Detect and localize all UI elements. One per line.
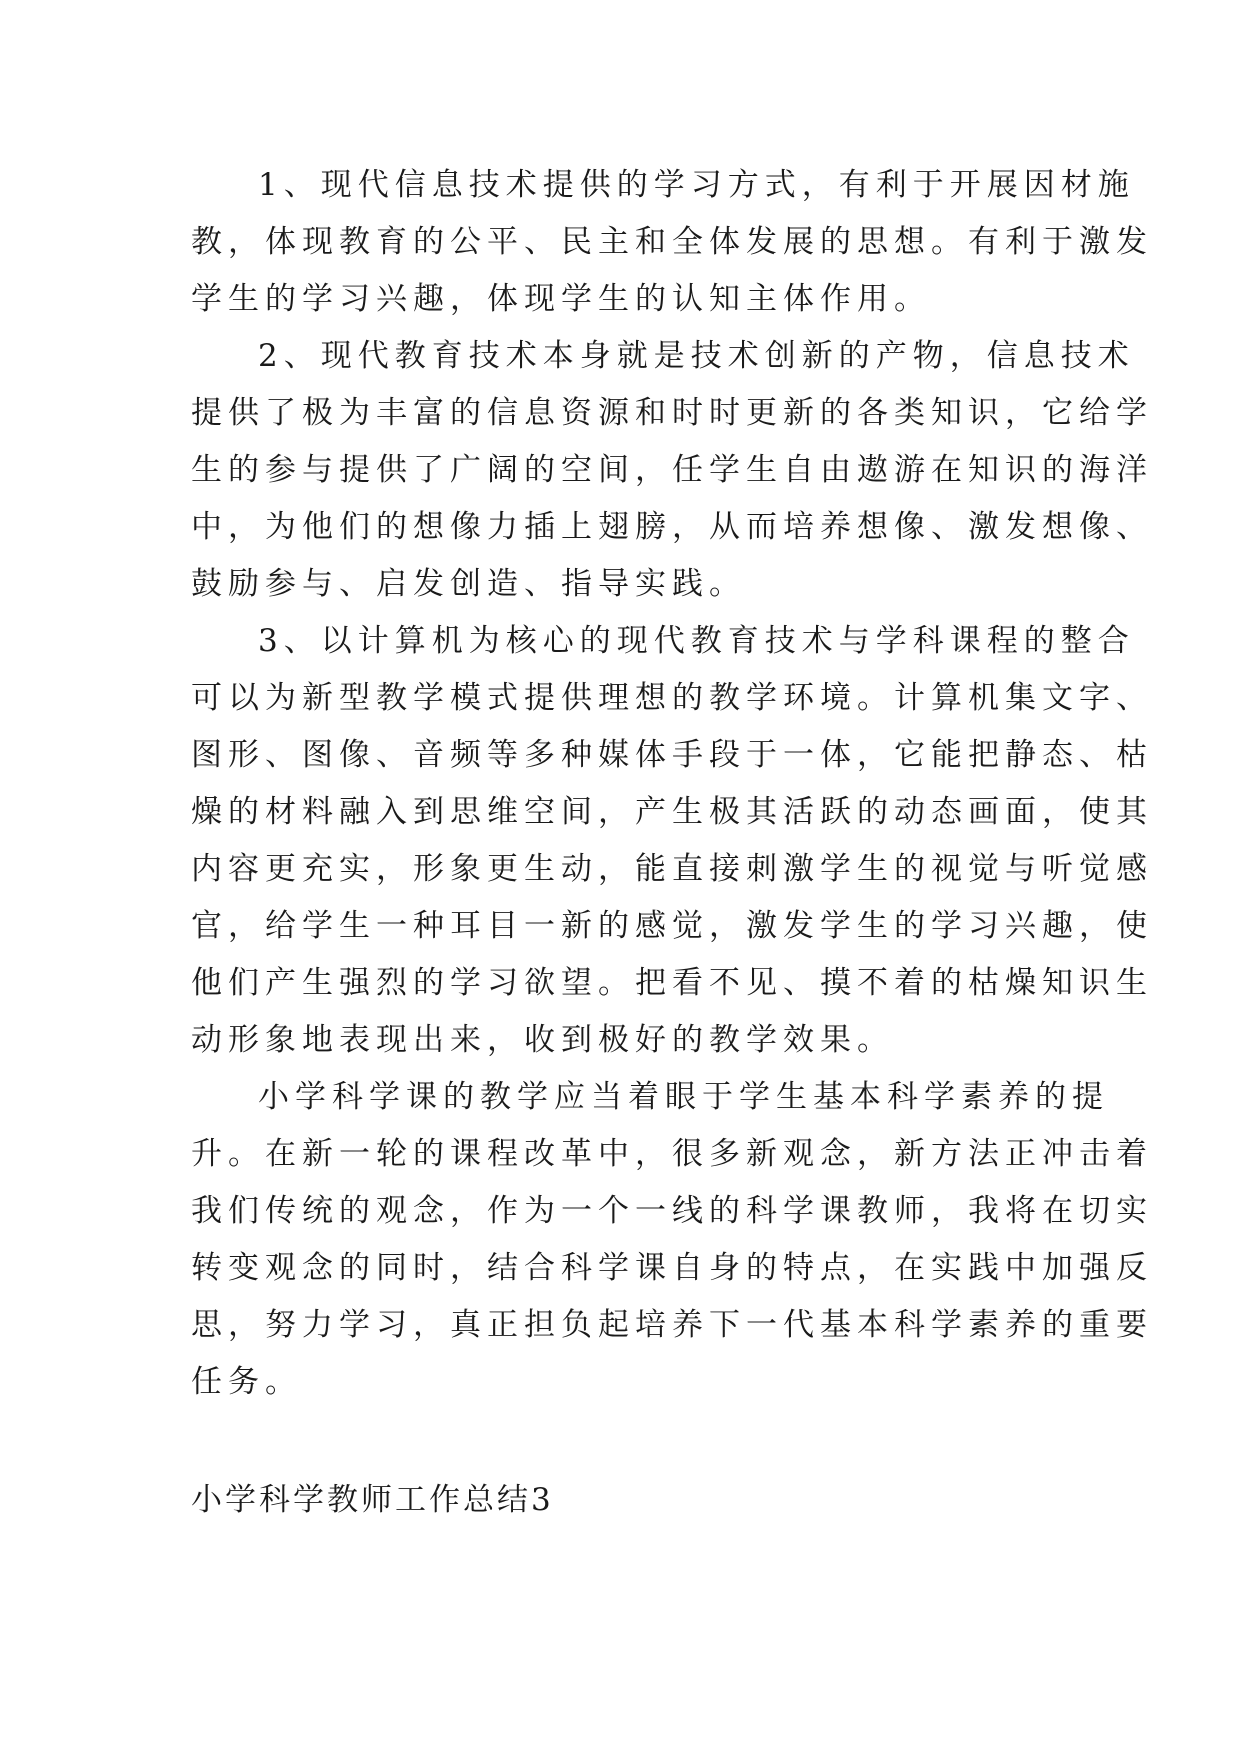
paragraph-4-line-5: 思，努力学习，真正担负起培养下一代基本科学素养的重要	[191, 1307, 1153, 1343]
paragraph-1-line-3: 学生的学习兴趣，体现学生的认知主体作用。	[191, 281, 931, 317]
paragraph-4-line-6: 任务。	[191, 1364, 302, 1400]
paragraph-4-line-3: 我们传统的观念，作为一个一线的科学课教师，我将在切实	[191, 1193, 1153, 1229]
document-body	[191, 157, 1153, 1411]
paragraph-3-line-7: 他们产生强烈的学习欲望。把看不见、摸不着的枯燥知识生	[191, 965, 1153, 1001]
paragraph-3-line-5: 内容更充实，形象更生动，能直接刺激学生的视觉与听觉感	[191, 851, 1153, 887]
section-heading: 小学科学教师工作总结3	[191, 1482, 554, 1518]
paragraph-1-line-2: 教，体现教育的公平、民主和全体发展的思想。有利于激发	[191, 224, 1153, 260]
paragraph-3-line-3: 图形、图像、音频等多种媒体手段于一体，它能把静态、枯	[191, 737, 1153, 773]
paragraph-3-line-4: 燥的材料融入到思维空间，产生极其活跃的动态画面，使其	[191, 794, 1153, 830]
paragraph-2-line-5: 鼓励参与、启发创造、指导实践。	[191, 566, 746, 602]
paragraph-3-line-2: 可以为新型教学模式提供理想的教学环境。计算机集文字、	[191, 680, 1153, 716]
paragraph-3-line-6: 官，给学生一种耳目一新的感觉，激发学生的学习兴趣，使	[191, 908, 1153, 944]
paragraph-4-line-4: 转变观念的同时，结合科学课自身的特点，在实践中加强反	[191, 1250, 1153, 1286]
paragraph-3-line-8: 动形象地表现出来，收到极好的教学效果。	[191, 1022, 894, 1058]
paragraph-3-line-1: 3、以计算机为核心的现代教育技术与学科课程的整合	[258, 623, 1135, 659]
paragraph-2-line-4: 中，为他们的想像力插上翅膀，从而培养想像、激发想像、	[191, 509, 1153, 545]
paragraph-2-line-1: 2、现代教育技术本身就是技术创新的产物，信息技术	[258, 338, 1135, 374]
paragraph-2-line-3: 生的参与提供了广阔的空间，任学生自由遨游在知识的海洋	[191, 452, 1153, 488]
paragraph-4-line-2: 升。在新一轮的课程改革中，很多新观念，新方法正冲击着	[191, 1136, 1153, 1172]
paragraph-4-line-1: 小学科学课的教学应当着眼于学生基本科学素养的提	[258, 1079, 1109, 1115]
paragraph-2-line-2: 提供了极为丰富的信息资源和时时更新的各类知识，它给学	[191, 395, 1153, 431]
paragraph-1-line-1: 1、现代信息技术提供的学习方式，有利于开展因材施	[258, 167, 1135, 203]
